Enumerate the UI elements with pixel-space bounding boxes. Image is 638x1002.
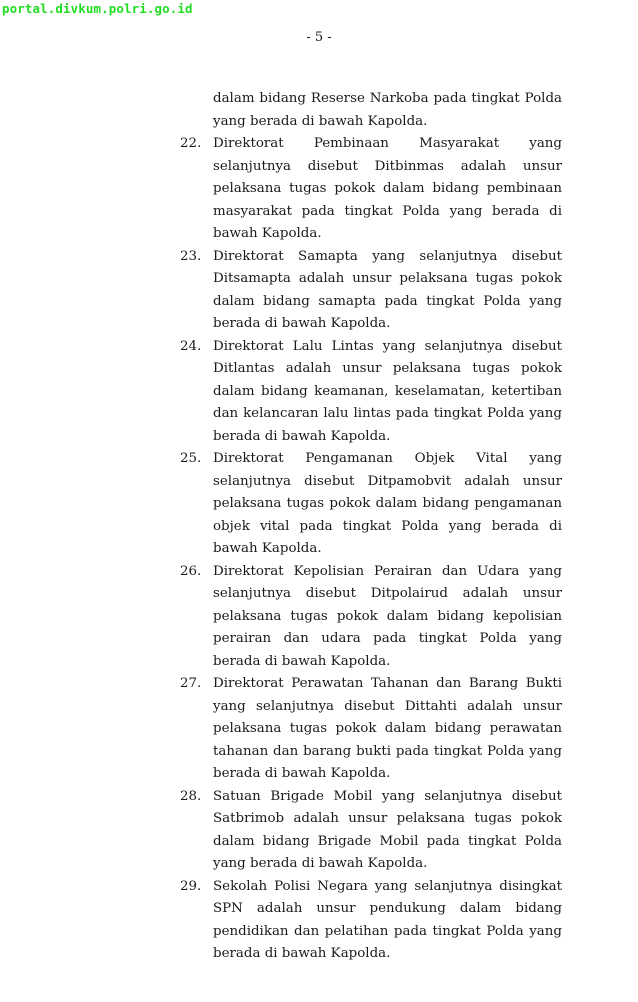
list-item-number: 23. — [180, 248, 202, 264]
continuation-paragraph: dalam bidang Reserse Narkoba pada tingkat Polda yang berada di bawah Kapolda. — [213, 91, 562, 129]
list-item-29 — [180, 876, 562, 966]
page-number: - 5 - — [306, 30, 332, 45]
watermark-url: portal.divkum.polri.go.id — [2, 1, 193, 16]
list-item-text: Direktorat Pembinaan Masyarakat yang selanjutnya disebut Ditbinmas adalah unsur pelaksana tugas pokok dalam bidang pembinaan masyarakat pada tingkat Polda yang berada di bawah Kapolda. — [213, 136, 562, 241]
list-item-text: Satuan Brigade Mobil yang selanjutnya disebut Satbrimob adalah unsur pelaksana tugas pokok dalam bidang Brigade Mobil pada tingkat Polda yang berada di bawah Kapolda. — [213, 788, 562, 871]
list-item-28 — [180, 786, 562, 876]
list-item-22 — [180, 133, 562, 246]
list-item-number: 26. — [180, 563, 202, 579]
list-item-number: 24. — [180, 338, 202, 354]
list-item-number: 29. — [180, 878, 202, 894]
list-item-23 — [180, 246, 562, 336]
list-item-25 — [180, 448, 562, 561]
list-item-text: Sekolah Polisi Negara yang selanjutnya disingkat SPN adalah unsur pendukung dalam bidang pendidikan dan pelatihan pada tingkat Polda yang berada di bawah Kapolda. — [213, 878, 562, 961]
list-item-26 — [180, 561, 562, 674]
list-item-number: 25. — [180, 451, 202, 466]
list-item-number: 28. — [180, 788, 202, 804]
list-item-text: Direktorat Lalu Lintas yang selanjutnya disebut Ditlantas adalah unsur pelaksana tugas pokok dalam bidang keamanan, keselamatan, ketertiban dan kelancaran lalu lintas pada tingkat Polda yang berada di bawah Kapolda. — [213, 338, 562, 444]
list-item-number: 22. — [180, 136, 202, 151]
document-body — [180, 88, 562, 966]
list-item-text: Direktorat Perawatan Tahanan dan Barang Bukti yang selanjutnya disebut Dittahti adalah unsur pelaksana tugas pokok dalam bidang perawatan tahanan dan barang bukti pada tingkat Polda yang berada di bawah Kapolda. — [213, 676, 562, 781]
list-item-text: Direktorat Pengamanan Objek Vital yang selanjutnya disebut Ditpamobvit adalah unsur pelaksana tugas pokok dalam bidang pengamanan objek vital pada tingkat Polda yang berada di bawah Kapolda. — [213, 451, 562, 556]
list-item-27 — [180, 673, 562, 786]
list-item-text: Direktorat Kepolisian Perairan dan Udara yang selanjutnya disebut Ditpolairud adalah unsur pelaksana tugas pokok dalam bidang kepolisian perairan dan udara pada tingkat Polda yang berada di bawah Kapolda. — [213, 563, 562, 669]
list-item-text: Direktorat Samapta yang selanjutnya disebut Ditsamapta adalah unsur pelaksana tugas pokok dalam bidang samapta pada tingkat Polda yang berada di bawah Kapolda. — [213, 248, 562, 331]
list-item-number: 27. — [180, 676, 202, 691]
list-item-24 — [180, 336, 562, 449]
